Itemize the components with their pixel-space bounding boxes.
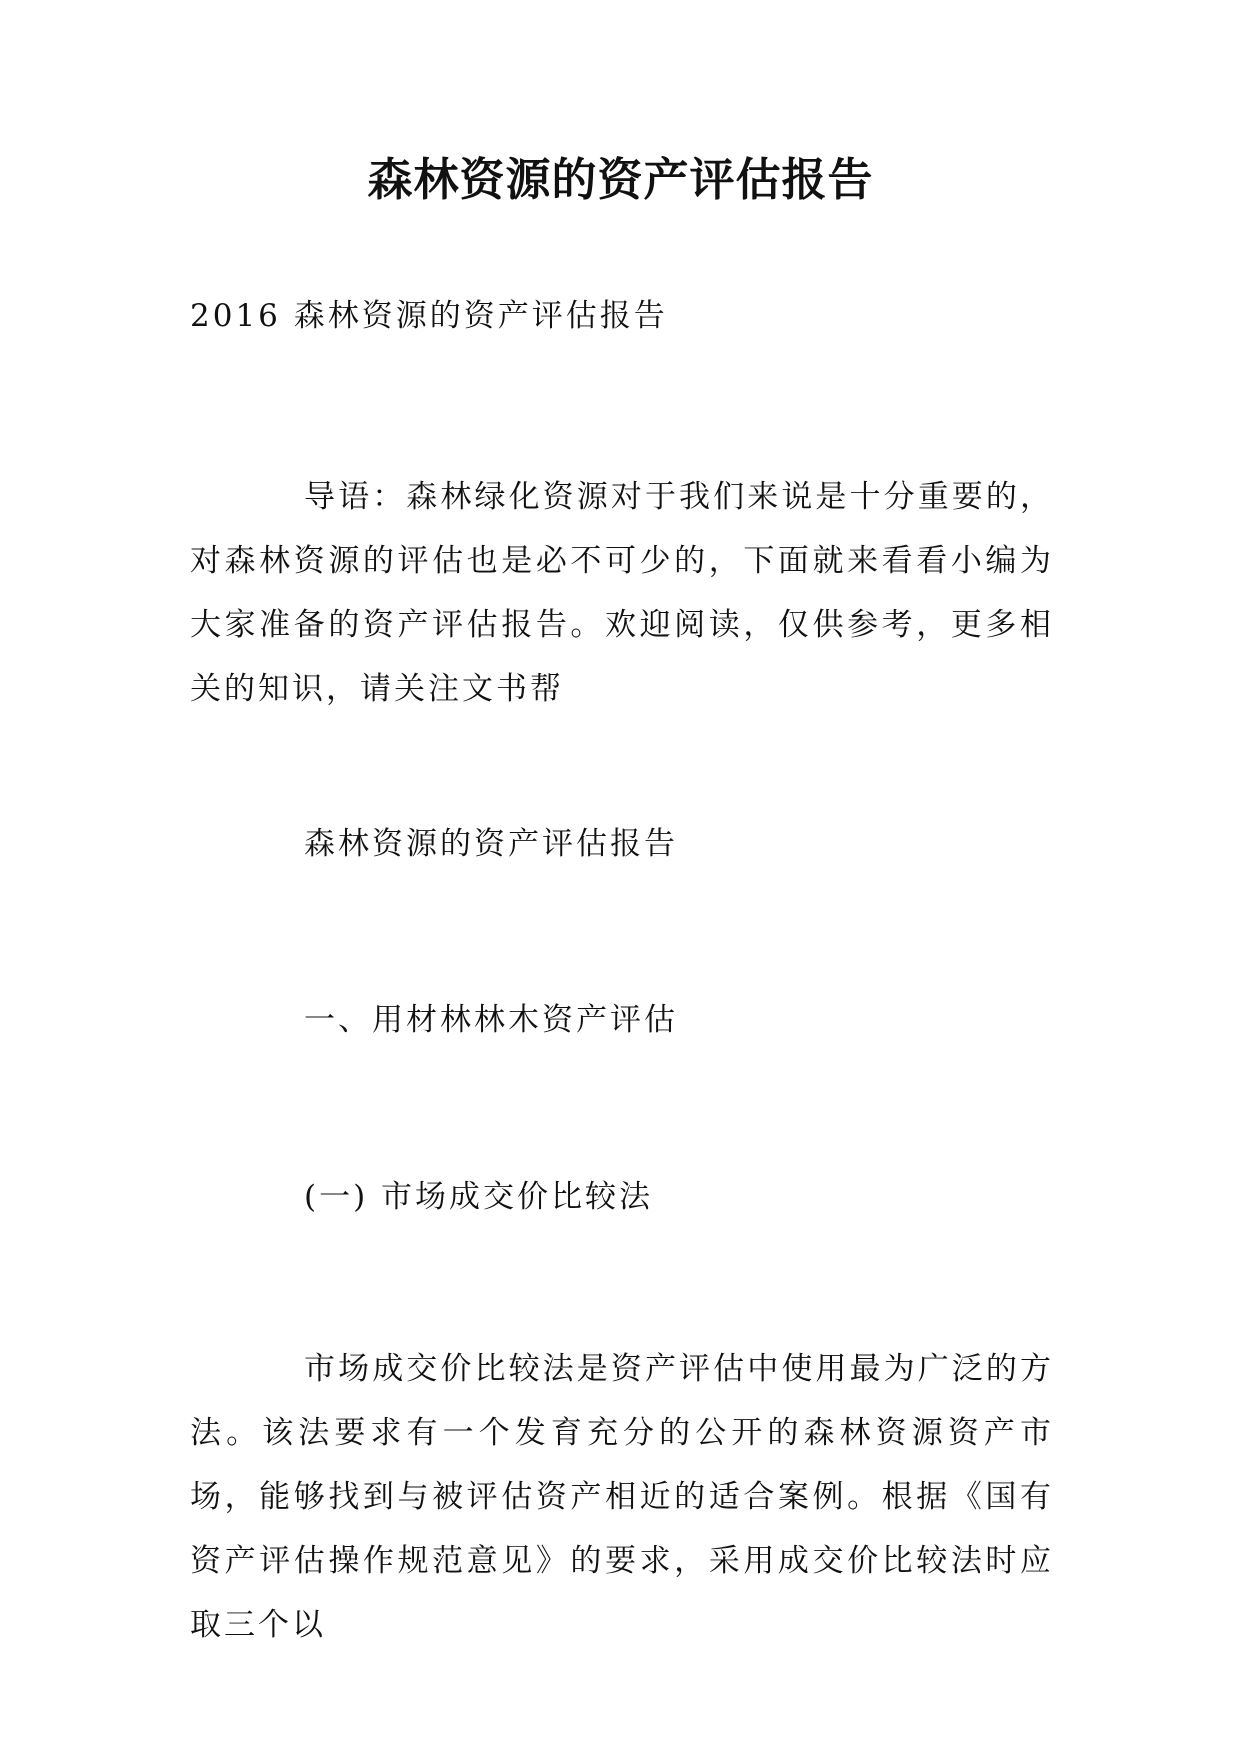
market-method-paragraph: 市场成交价比较法是资产评估中使用最为广泛的方法。该法要求有一个发育充分的公开的森林资源资产市场，能够找到与被评估资产相近的适合案例。根据《国有资产评估操作规范意见》的要求，采用成交价比较法时应取三个以 xyxy=(190,1351,1054,1643)
intro-paragraph: 导语：森林绿化资源对于我们来说是十分重要的，对森林资源的评估也是必不可少的，下面就来看看小编为大家准备的资产评估报告。欢迎阅读，仅供参考，更多相关的知识，请关注文书帮 xyxy=(190,479,1054,707)
document-title: 森林资源的资产评估报告 xyxy=(367,153,874,206)
section-title: 森林资源的资产评估报告 xyxy=(304,826,678,862)
document-subtitle: 2016 森林资源的资产评估报告 xyxy=(190,298,668,334)
heading-market-price-method: (一) 市场成交价比较法 xyxy=(304,1179,654,1215)
heading-timber-forest-assessment: 一、用材林林木资产评估 xyxy=(304,1002,678,1038)
